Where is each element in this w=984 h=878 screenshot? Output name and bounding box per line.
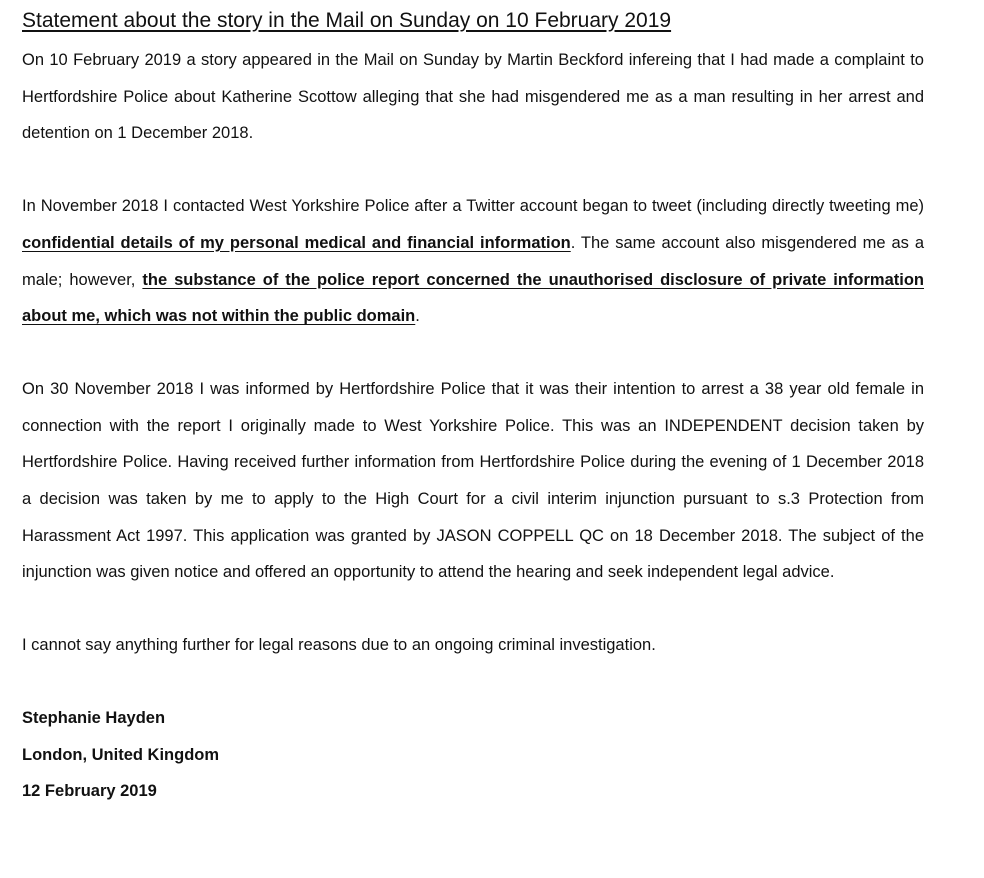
paragraph-text: . bbox=[415, 307, 420, 326]
paragraph-text: . The same account also misgendered me as a male; however, bbox=[22, 233, 924, 289]
paragraph-story-summary: On 10 February 2019 a story appeared in the Mail on Sunday by Martin Beckford infereing that I had made a complaint to Hertfordshire Police about Katherine Scottow alleging that she had misgendered me as a man resulting in her arrest and detention on 1 December 2018. bbox=[22, 51, 924, 143]
emphasis-report-substance: the substance of the police report concerned the unauthorised disclosure of private information about me, which was not within the public domain bbox=[22, 270, 925, 326]
signature-location: London, United Kingdom bbox=[22, 745, 220, 764]
paragraph-text: In November 2018 I contacted West Yorkshire Police after a Twitter account began to tweet (including directly tweeting me) bbox=[22, 197, 924, 216]
emphasis-confidential-details: confidential details of my personal medical and financial information bbox=[22, 233, 571, 252]
signature-name: Stephanie Hayden bbox=[22, 708, 166, 727]
paragraph-arrest-and-injunction: On 30 November 2018 I was informed by Hertfordshire Police that it was their intention to arrest a 38 year old female in connection with the report I originally made to West Yorkshire Police. This was an INDEPENDENT decision taken by Hertfordshire Police. Having received further information from Hertfordshire Police during the evening of 1 December 2018 a decision was taken by me to apply to the High Court for a civil interim injunction pursuant to s.3 Protection from Harassment Act 1997. This application was granted by JASON COPPELL QC on 18 December 2018. The subject of the injunction was given notice and offered an opportunity to attend the hearing and seek independent legal advice. bbox=[22, 379, 924, 582]
statement-document bbox=[22, 0, 924, 810]
signature-date: 12 February 2019 bbox=[22, 782, 157, 801]
page-title: Statement about the story in the Mail on Sunday on 10 February 2019 bbox=[22, 9, 672, 32]
paragraph-legal-reasons: I cannot say anything further for legal reasons due to an ongoing criminal investigation. bbox=[22, 636, 656, 655]
signature-block bbox=[22, 700, 924, 810]
paragraph-police-report bbox=[22, 188, 924, 335]
